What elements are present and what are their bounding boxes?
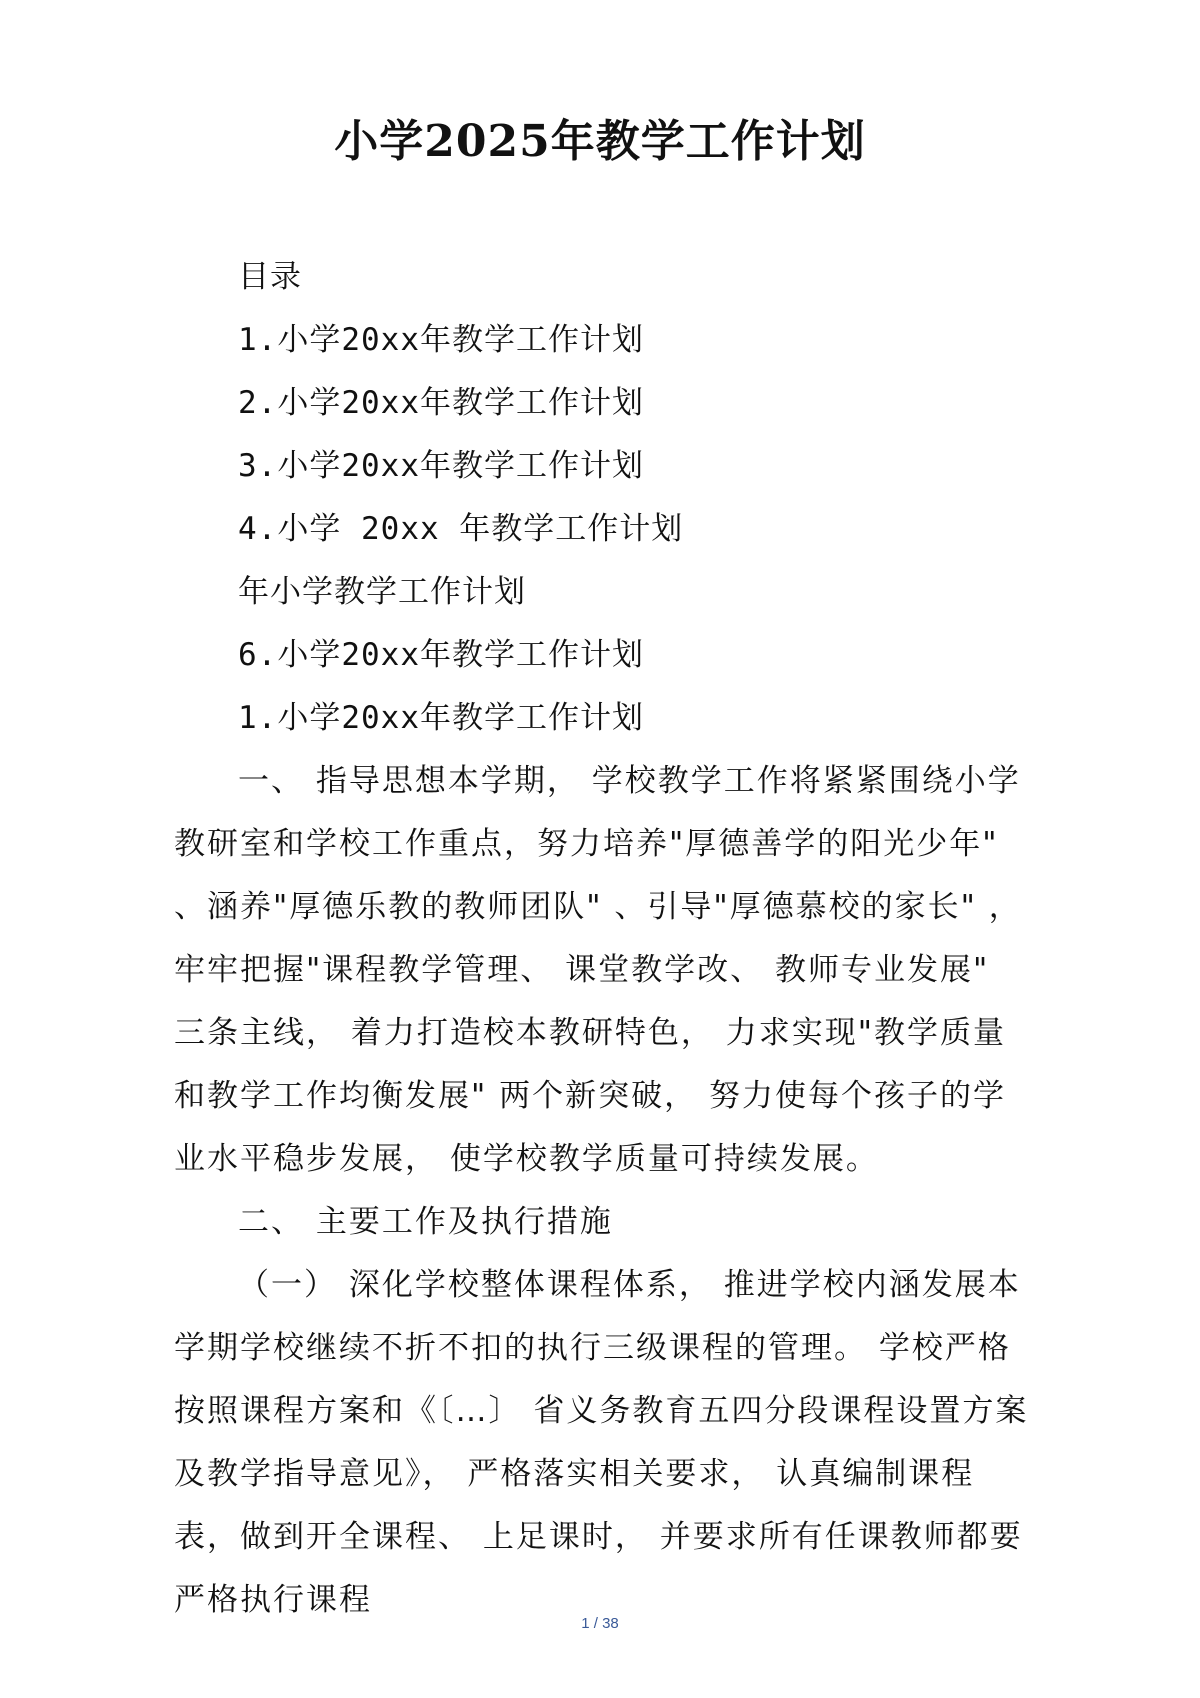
paragraph-guiding-ideology: 一、 指导思想本学期， 学校教学工作将紧紧围绕小学教研室和学校工作重点，努力培养"厚德善学的阳光少年" 、涵养"厚德乐教的教师团队" 、引导"厚德慕校的家长" ， 牢牢把握"课程教学管理、 课堂教学改、 教师专业发展" 三条主线， 着力打造校本教研特色， 力求实现"教学质量和教学工作均衡发展" 两个新突破， 努力使每个孩子的学业水平稳步发展， 使学校教学质量可持续发展。	[174, 763, 1022, 1177]
table-of-contents	[238, 246, 1038, 750]
paragraph-section-heading: 二、 主要工作及执行措施	[238, 1204, 613, 1240]
toc-item[interactable]: 1.小学20xx年教学工作计划	[238, 322, 644, 358]
page-number: 1 / 38	[581, 1615, 619, 1632]
document-body	[174, 750, 1034, 1632]
toc-item[interactable]: 4.小学 20xx 年教学工作计划	[238, 511, 684, 547]
toc-heading: 目录	[238, 259, 302, 295]
toc-item[interactable]: 年小学教学工作计划	[238, 574, 526, 610]
toc-item[interactable]: 1.小学20xx年教学工作计划	[238, 700, 644, 736]
document-title: 小学2025年教学工作计划	[334, 116, 866, 167]
toc-item[interactable]: 6.小学20xx年教学工作计划	[238, 637, 644, 673]
toc-item[interactable]: 3.小学20xx年教学工作计划	[238, 448, 644, 484]
paragraph-curriculum: （一） 深化学校整体课程体系， 推进学校内涵发展本学期学校继续不折不扣的执行三级课程的管理。 学校严格按照课程方案和《〔…〕 省义务教育五四分段课程设置方案及教学指导意见》， 严格落实相关要求， 认真编制课程表，做到开全课程、 上足课时， 并要求所有任课教师都要严格执行课程	[174, 1267, 1029, 1618]
toc-item[interactable]: 2.小学20xx年教学工作计划	[238, 385, 644, 421]
